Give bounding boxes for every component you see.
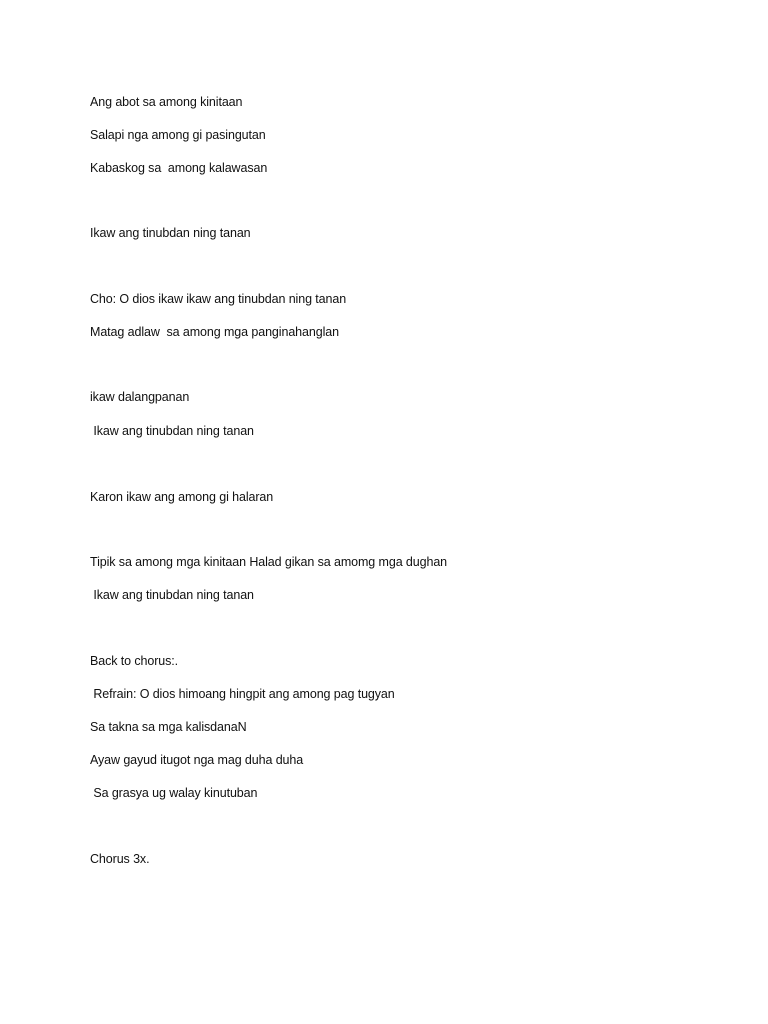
lyric-line: ikaw dalangpanan	[90, 390, 190, 404]
lyric-line: Matag adlaw sa among mga panginahanglan	[90, 325, 339, 339]
lyric-line: Ang abot sa among kinitaan	[90, 95, 243, 109]
lyric-line: Salapi nga among gi pasingutan	[90, 128, 266, 142]
lyric-line: Tipik sa among mga kinitaan Halad gikan sa amomg mga dughan	[90, 555, 448, 569]
section-note: Back to chorus:.	[90, 654, 179, 668]
lyric-line: Ikaw ang tinubdan ning tanan	[90, 588, 254, 602]
refrain-line: Refrain: O dios himoang hingpit ang among pag tugyan	[90, 687, 395, 701]
lyric-line: Sa grasya ug walay kinutuban	[90, 786, 258, 800]
chorus-line: Cho: O dios ikaw ikaw ang tinubdan ning tanan	[90, 292, 347, 306]
lyric-line: Ayaw gayud itugot nga mag duha duha	[90, 753, 304, 767]
lyric-line: Kabaskog sa among kalawasan	[90, 161, 268, 175]
lyric-line: Sa takna sa mga kalisdanaN	[90, 720, 247, 734]
lyric-line: Ikaw ang tinubdan ning tanan	[90, 424, 254, 438]
lyric-line: Karon ikaw ang among gi halaran	[90, 490, 274, 504]
section-note: Chorus 3x.	[90, 852, 150, 866]
lyric-line: Ikaw ang tinubdan ning tanan	[90, 226, 251, 240]
